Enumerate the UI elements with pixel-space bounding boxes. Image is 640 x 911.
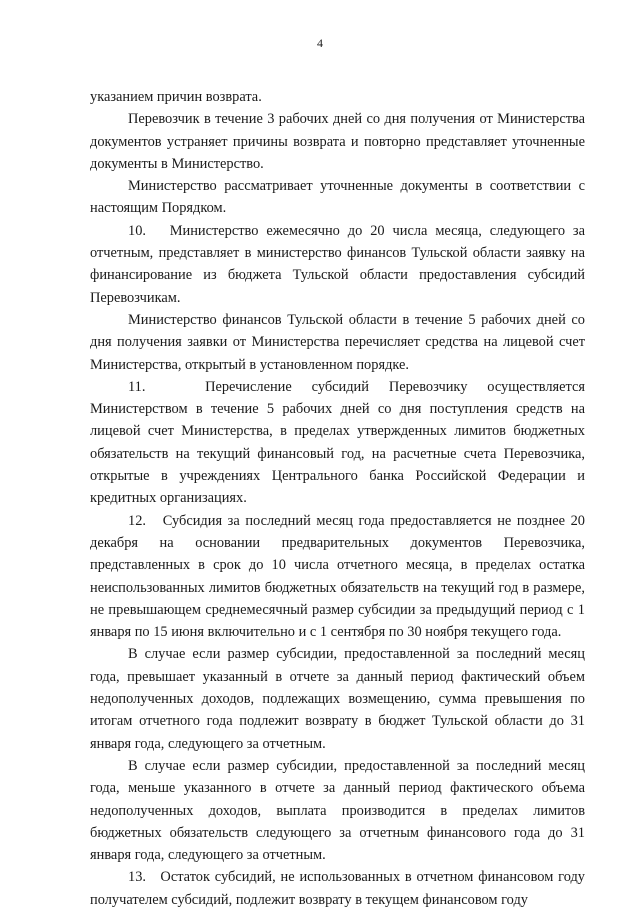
paragraph-return-reasons: указанием причин возврата. — [90, 89, 262, 105]
paragraph-shortfall-subsidy: В случае если размер субсидии, предоставленной за последний месяц года, меньше указанного в отчете за данный период фактического объема недополученных доходов, выплата производится в пределах лимитов бюджетных обязательств следующего за отчетным финансового года до 31 января года, следующего за отчетным. — [90, 757, 585, 864]
paragraph-finance-ministry-transfer: Министерство финансов Тульской области в течение 5 рабочих дней со дня получения заявки от Министерства перечисляет средства на лицевой счет Министерства, открытый в установленном порядке. — [90, 311, 585, 373]
paragraph-excess-subsidy: В случае если размер субсидии, предоставленной за последний месяц года, превышает указанный в отчете за данный период фактический объем недополученных доходов, подлежащих возмещению, сумма превышения по итогам отчетного года подлежит возврату в бюджет Тульской области до 31 января года, следующего за отчетным. — [90, 646, 585, 752]
paragraph-carrier-resubmission: Перевозчик в течение 3 рабочих дней со дня получения от Министерства документов устраняет причины возврата и повторно представляет уточненные документы в Министерство. — [90, 111, 585, 172]
paragraph-item-11: 11. Перечисление субсидий Перевозчику осуществляется Министерством в течение 5 рабочих дней со дня поступления средств на лицевой счет Министерства, в пределах утвержденных лимитов бюджетных обязательств на текущий финансовый год, на расчетные счета Перевозчика, открытые в учреждениях Центрального банка Российской Федерации и кредитных организациях. — [90, 378, 585, 507]
paragraph-ministry-review: Министерство рассматривает уточненные документы в соответствии с настоящим Порядком. — [90, 178, 585, 217]
paragraph-item-10: 10. Министерство ежемесячно до 20 числа месяца, следующего за отчетным, представляет в министерство финансов Тульской области заявку на финансирование из бюджета Тульской области предоставления субсидий Перевозчикам. — [90, 222, 585, 306]
page-number: 4 — [317, 36, 323, 50]
paragraph-item-13: 13. Остаток субсидий, не использованных в отчетном финансовом году получателем субсидий, подлежит возврату в текущем финансовом году — [90, 869, 585, 908]
document-body — [90, 86, 585, 911]
paragraph-item-12: 12. Субсидия за последний месяц года предоставляется не позднее 20 декабря на основании предварительных документов Перевозчика, представленных в срок до 10 числа отчетного месяца, в пределах остатка неиспользованных лимитов бюджетных обязательств на текущий год в размере, не превышающем среднемесячный размер субсидии за предыдущий период с 1 января по 15 июня включительно и с 1 сентября по 30 ноября текущего года. — [90, 512, 585, 641]
